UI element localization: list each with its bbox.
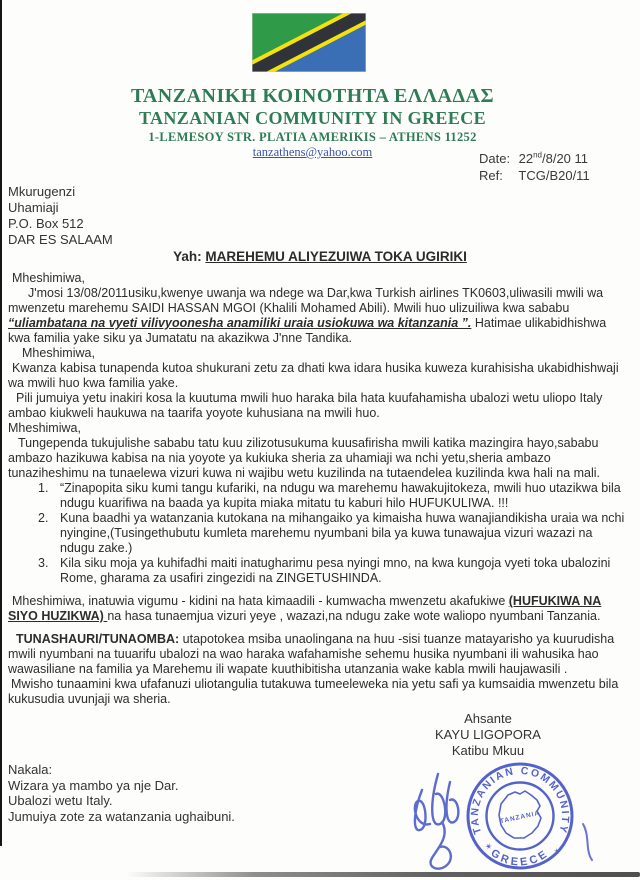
stamp-star-left: ✶ <box>482 840 495 853</box>
copies-line: Jumuiya zote za watanzania ughaibuni. <box>8 808 235 824</box>
org-address: 1-LEMESOY STR. PLATIA AMERIKIS – ATHENS 11252 <box>148 130 477 144</box>
recipient-line: Mkurugenzi <box>8 184 76 199</box>
copies-lines <box>8 778 235 825</box>
recipient-address <box>8 184 113 248</box>
list-item <box>38 556 630 586</box>
copies-line: Wizara ya mambo ya nje Dar. <box>8 777 179 793</box>
list-item-text: “Zinapopita siku kumi tangu kufariki, na ndugu wa marehemu hawakujitokeza, mwili huo utazikwa bila ndugu kuarifiwa na baada ya kupita miaka mitatu tu kaburi hilo HUFUKULIWA. !!! <box>60 481 621 510</box>
list-item-text: Kuna baadhi ya watanzania kutokana na mihangaiko ya kimaisha huwa wanajiandikisha uraia wa nchi nyingine,(Tusingethubutu kumleta marehemu nyumbani bila ya kuwa tunawajua vizuri wazazi na ndugu zake.) <box>60 511 625 555</box>
paragraph: J'mosi 13/08/2011usiku,kwenye uwanja wa ndege wa Dar,kwa Turkish airlines TK0603,uliwasili mwili wa mwenzetu marehemu SAIDI HASSAN MGOI (Khalili Mohamed Abili). Mwili huo ulizuiliwa kwa sababu “uliambatana na vyeti vilivyoonesha anamiliki uraia usiokuwa wa kitanzania ”. Hatimae ulikabidhishwa kwa familia yake siku ya Jumatatu na akazikwa J'nne Tandika. <box>8 286 607 345</box>
paragraph: Tungependa tukujulishe sababu tatu kuu zilizotusukuma kuusafirisha mwili katika mazingira hayo,sababu ambazo hazikuwa kabisa na nia yoyote ya kukiuka sheria za uhamiaji wa nchi yetu,sheria ambazo tunaziheshimu na tunaelewa vizuri kuwa ni wajibu wetu kuzilinda na tutaendelea kuzilinda kwa hali na mali. <box>8 436 601 480</box>
paragraph: Mheshimiwa, inatuwia vigumu - kidini na hata kimaadili - kumwacha mwenzetu akafukiwe (HUFUKIWA NA SIYO HUZIKWA) na hasa tunaemjua vizuri yeye , wazazi,na ndugu zake wote waliopo nyumbani Tanzania. <box>8 594 602 623</box>
ref-label: Ref: <box>479 167 503 183</box>
list-item <box>38 481 630 511</box>
paragraph: Mwisho tunaamini kwa ufafanuzi uliotangulia tutakuwa tumeeleweka nia yetu safi ya kumsaidia mwenzetu bila kukusudia uvunjaji wa sheria. <box>8 677 619 706</box>
paragraph: Mheshimiwa, <box>8 421 81 435</box>
email-link: tanzathens@yahoo.com <box>252 145 373 159</box>
org-title-greek: ΤΑΝΖΑΝΙΚΗ ΚΟΙΝΟΤΗΤΑ ΕΛΛΑΔΑΣ <box>130 85 495 107</box>
paragraph: Pili jumuiya yetu inakiri kosa la kuutuma mwili huo haraka bila hata kuufahamisha ubalozi wetu uliopo Italy ambao kiukweli haukuwa na taarifa yoyote kuhusiana na mwili huo. <box>8 391 603 420</box>
list-item <box>38 511 630 556</box>
signoff-name: KAYU LIGOPORA <box>435 727 541 742</box>
ref-line <box>479 168 590 185</box>
list-item-number: 3. <box>38 556 49 570</box>
pen-stroke-mark <box>578 820 600 864</box>
stamp-star-right: ✶ <box>550 845 563 858</box>
paragraph: Mheshimiwa, <box>12 271 85 285</box>
tanzania-flag-icon <box>252 13 366 72</box>
copies-label: Nakala: <box>8 762 53 777</box>
list-item-number: 2. <box>38 511 49 525</box>
copies-block <box>8 762 235 824</box>
ref-value: TCG/B20/11 <box>518 167 590 183</box>
subject-title: MAREHEMU ALIYEZUIWA TOKA UGIRIKI <box>205 249 467 264</box>
signoff-title: Katibu Mkuu <box>451 743 525 758</box>
letter-body <box>8 271 630 707</box>
paragraph: Kwanza kabisa tunapenda kutoa shukurani zetu za dhati kwa idara husika kuweza kurahisisha ukabidhishwaji wa mwili huo kwa familia yake. <box>8 361 619 390</box>
paragraph: Mheshimiwa, <box>22 346 95 360</box>
recipient-line: Uhamiaji <box>8 200 59 215</box>
subject-prefix: Yah: <box>173 249 206 264</box>
handwritten-signature <box>392 752 512 877</box>
recipient-line: DAR ES SALAAM <box>8 232 113 247</box>
svg-text:TANZANIA: TANZANIA <box>499 809 541 826</box>
date-value: 22nd/8/20 11 <box>518 150 589 166</box>
date-line <box>479 151 590 168</box>
date-ref-block <box>479 151 590 184</box>
subject-line <box>0 249 640 264</box>
recipient-line: P.O. Box 512 <box>8 216 84 231</box>
copies-line: Ubalozi wetu Italy. <box>8 793 113 808</box>
numbered-list <box>8 481 630 586</box>
list-item-number: 1. <box>38 481 49 495</box>
org-title-english: TANZANIAN COMMUNITY IN GREECE <box>138 108 487 128</box>
svg-text:TANZANIAN COMMUNITY: TANZANIAN COMMUNITY <box>468 764 572 836</box>
list-item-text: Kila siku moja ya kuhifadhi maiti inatugharimu pesa nyingi mno, na kwa kungoja vyeti toka ubalozini Rome, gharama za usafiri zingezidi na ZINGETUSHINDA. <box>60 556 611 585</box>
paragraph: TUNASHAURI/TUNAOMBA: utapotokea msiba unaolingana na huu -sisi tuanze matayarisho ya kuurudisha mwili nyumbani na tuuarifu ubalozi na wao haraka wafahamishe sehemu husika nyumbani ili wahusika hao wawasiliane na familia ya Marehemu ili wapate kuuthibitisha utanzania wake kabla mwili haujawasili . <box>8 632 615 676</box>
signoff-thanks: Ahsante <box>464 711 512 726</box>
date-label: Date: <box>479 151 511 166</box>
svg-text:GREECE: GREECE <box>488 847 552 869</box>
